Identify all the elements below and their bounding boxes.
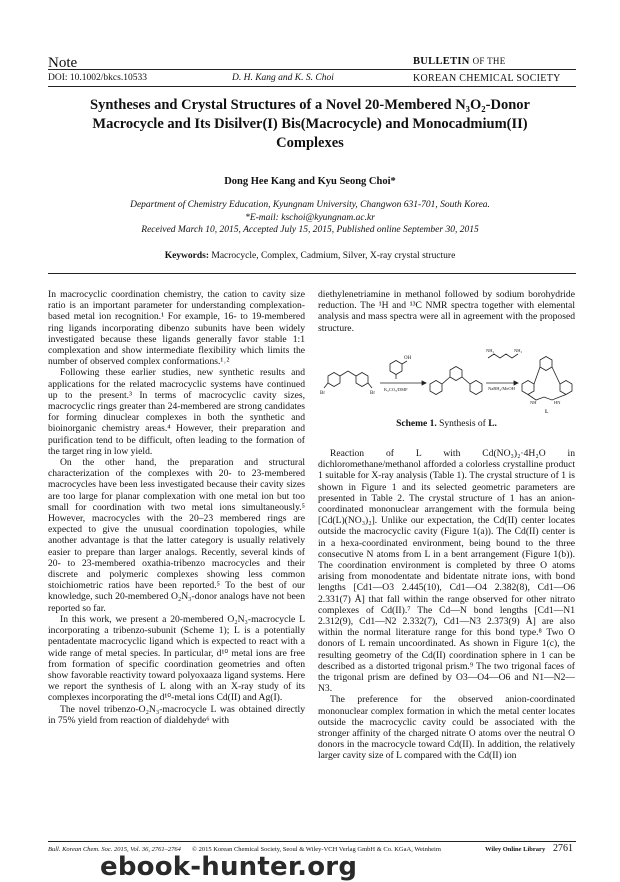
wiley-online-library-link[interactable]: Wiley Online Library [485, 846, 546, 853]
watermark: ebook-hunter.org [100, 852, 358, 882]
scheme-1-reaction-diagram [318, 346, 575, 416]
scheme-caption [318, 419, 575, 429]
benzene-ring [430, 381, 442, 395]
reagent-1: K₂CO₃/DMF [384, 387, 408, 392]
author-byline: Dong Hee Kang and Kyu Seong Choi* [224, 176, 396, 187]
header-rule [48, 69, 576, 70]
paragraph: In macrocyclic coordination chemistry, the cation to cavity size ratio is an important parameter for understanding complexation-based metal ion recognition.¹ For example, 16- to 19-membered ring ligands incorporating dibenzo subunits have been widely investigated because these ligands generally favor stable 1:1 complexation and show intermediate flexibility which limits the number of observed complex conformations.¹˒² [48, 289, 305, 368]
keywords-text: Macrocycle, Complex, Cadmium, Silver, X-ray crystal structure [211, 251, 456, 261]
journal-name-line2: KOREAN CHEMICAL SOCIETY [413, 73, 561, 84]
header-rule-lower [48, 86, 576, 87]
keywords-rule [48, 273, 576, 274]
label-l: L [545, 410, 549, 415]
benzene-ring [390, 361, 402, 375]
scheme-caption-text: Synthesis of [439, 419, 486, 429]
label-oh: OH [404, 356, 412, 361]
received-dates: Received March 10, 2015, Accepted July 15, 2015, Published online September 30, 2015 [141, 225, 479, 235]
affiliation-dept: Department of Chemistry Education, Kyungnam University, Changwon 631-701, South Korea. [130, 200, 490, 210]
label-br-2: Br [370, 391, 375, 396]
keywords-label: Keywords: [164, 251, 210, 261]
paragraph: On the other hand, the preparation and structural characterization of the complexes with 20- to 23-membered macrocycles have been less investigated because their cavity sizes are too large for planar complexation with one metal ion but too small for coordination with two metal ions simultaneously.⁵ However, macrocycles with the 20–23 membered rings are expected to give the unusual coordination topologies, while another advantage is that the latter category is usually relatively easier to prepare than larger analogs. Recently, several kinds of 20- to 23-membered oxathia-tribenzo macrocycles and their discrete and polymeric complexes showing less common stoichiometric ratios have been reported.⁵ To the best of our knowledge, such 20-membered O₂N₃-donor analogs have not been reported so far. [48, 457, 305, 614]
benzene-ring [470, 381, 482, 395]
label-nh2-a: NH₂ [486, 348, 495, 353]
label-br-1: Br [320, 391, 325, 396]
page-number: 2761 [553, 843, 573, 854]
scheme-caption-l: L. [488, 419, 497, 429]
journal-name-line1: BULLETIN OF THE [413, 56, 506, 67]
scheme-label: Scheme 1. [396, 419, 437, 429]
running-authors: D. H. Kang and K. S. Choi [232, 73, 334, 83]
label-nh2-b: NH₂ [514, 348, 523, 353]
benzene-ring [560, 381, 572, 395]
label-nh: NH [530, 400, 537, 405]
benzene-ring [328, 373, 340, 387]
right-column-body [318, 448, 575, 762]
paragraph: The novel tribenzo-O₂N₃-macrocycle L was obtained directly in 75% yield from reaction of dialdehyde⁶ with [48, 703, 305, 726]
paragraph: In this work, we present a 20-membered O₂N₃-macrocycle L incorporating a tribenzo-subunit (Scheme 1); L is a potentially pentadentate macrocyclic ligand which is expected to react with a wide range of metal species. In particular, d¹⁰ metal ions are free from formation of specific coordination geometries and often show favorable reactivity toward polyoxaaza ligand systems. Here we report the synthesis of L along with an X-ray study of its complexes incorporating the d¹⁰-metal ions Cd(II) and Ag(I). [48, 613, 305, 704]
right-column-top [318, 289, 575, 334]
benzene-ring [356, 373, 368, 387]
doi[interactable]: DOI: 10.1002/bkcs.10533 [48, 73, 147, 83]
journal-of-the: OF THE [472, 56, 506, 66]
section-label: Note [48, 55, 78, 71]
footer-copyright: © 2015 Korean Chemical Society, Seoul & Wiley-VCH Verlag GmbH & Co. KGaA, Weinheim [192, 846, 441, 853]
paragraph: The preference for the observed anion-coordinated mononuclear complex formation in which the metal center locates outside the macrocyclic cavity could be associated with the stronger affinity of the charged nitrate O atoms over the neutral O donors in the macrocycle toward Cd(II). In addition, the relatively larger cavity size of L compared with the Cd(II) ion [318, 694, 575, 762]
paragraph: diethylenetriamine in methanol followed by sodium borohydride reduction. The ¹H and ¹³C NMR spectra together with elemental analysis and mass spectra were all in agreement with the proposed structure. [318, 289, 575, 334]
benzene-ring [522, 381, 534, 395]
title-line-3: Complexes [276, 135, 344, 151]
affiliation-block [60, 199, 560, 237]
title-line-2: Macrocycle and Its Disilver(I) Bis(Macrocycle) and Monocadmium(II) [92, 116, 528, 132]
reagent-2: NaBH₄/MeOH [488, 386, 515, 391]
article-title [60, 96, 560, 153]
left-column [48, 289, 305, 726]
benzene-ring [450, 367, 462, 381]
footer-citation: Bull. Korean Chem. Soc. 2015, Vol. 36, 2761–2764 [48, 846, 181, 853]
paragraph: Reaction of L with Cd(NO₃)₂·4H₂O in dichloromethane/methanol afforded a colorless crystalline product 1 suitable for X-ray analysis (Table 1). The crystal structure of 1 is shown in Figure 1 and its selected geometric parameters are presented in Table 2. The crystal structure of 1 has an anion-coordinated mononuclear arrangement with the formula being [Cd(L)(NO₃)₂]. Unlike our expectation, the Cd(II) center locates outside the macrocyclic cavity (Figure 1(a)). The Cd(II) center is in a hexa-coordinated environment, being bound to the three consecutive N atoms from L in a bent arrangement (Figure 1(b)). The coordination environment is completed by three O atoms arising from monodentate and bidentate nitrate ions, with bond lengths [Cd1—O3 2.445(10), Cd1—O4 2.382(8), Cd1—O6 2.331(7) Å] that fall within the range observed for other nitrato complexes of Cd(II).⁷ The Cd—N bond lengths [Cd1—N1 2.312(9), Cd1—N2 2.332(7), Cd1—N3 2.373(9) Å] are also within the normal literature range for this bond type.⁸ Two O donors of L remain uncoordinated. As shown in Figure 1(c), the resulting geometry of the Cd(II) coordination sphere in 1 can be described as a distorted trigonal prism.⁹ The two trigonal faces of the trigonal prism are defined by O3—O4—O6 and N1—N2—N3. [318, 448, 575, 695]
title-line-1: Syntheses and Crystal Structures of a Novel 20-Membered N₃O₂-Donor [90, 97, 530, 113]
benzene-ring [540, 357, 552, 371]
footer-rule [48, 841, 576, 842]
keywords [60, 251, 560, 261]
label-hn: HN [554, 400, 561, 405]
paragraph: Following these earlier studies, new synthetic results and applications for the related macrocyclic systems have continued up to the present.³ In terms of macrocyclic cavity sizes, macrocyclic rings greater than 24-membered are strong candidates for forming dinuclear complexes in both the synthetic and bioinorganic chemistry areas.⁴ However, their preparation and purification tend to be difficult, often leading to the formation of the target ring in low yield. [48, 367, 305, 457]
affiliation-email[interactable]: *E-mail: kschoi@kyungnam.ac.kr [245, 212, 375, 223]
